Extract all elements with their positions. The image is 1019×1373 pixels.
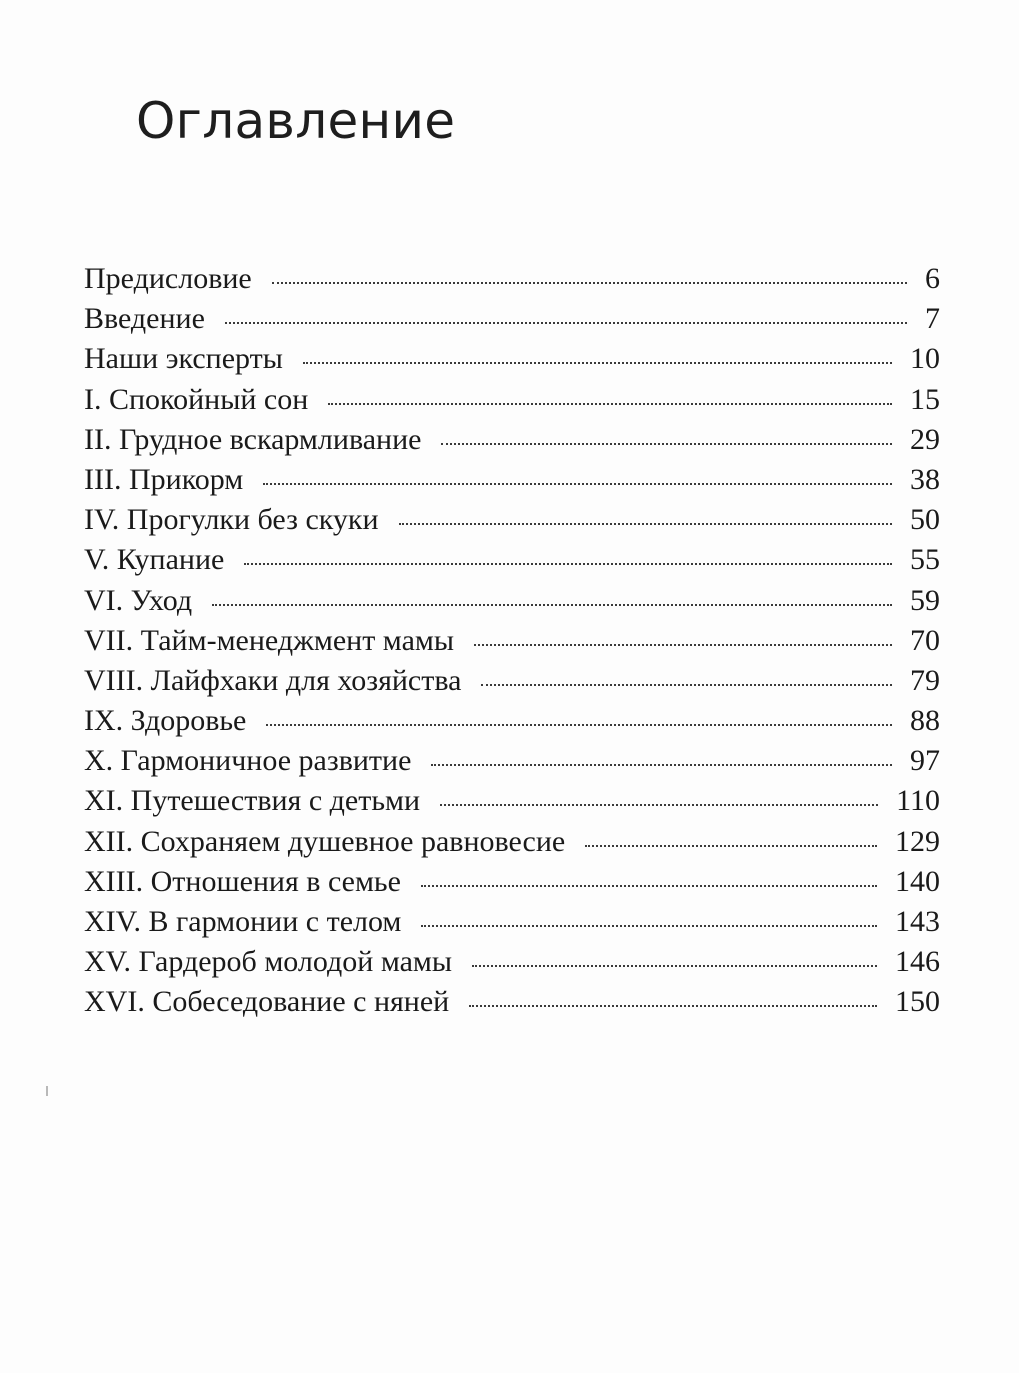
toc-entry (84, 624, 940, 664)
toc-entry-title: I. Спокойный сон (84, 382, 309, 416)
dot-leader (244, 563, 892, 565)
dot-leader (421, 925, 877, 927)
toc-entry-page: 15 (910, 382, 940, 416)
toc-entry-title: Введение (84, 302, 205, 336)
toc-entry-page: 140 (895, 864, 940, 898)
toc-entry (84, 584, 940, 624)
toc-entry-title: XI. Путешествия с детьми (84, 784, 421, 818)
toc-entry-page: 7 (925, 302, 940, 336)
toc-entry-page: 110 (896, 784, 940, 818)
toc-entry-page: 143 (895, 905, 940, 938)
toc-entry-title: IX. Здоровье (84, 704, 247, 738)
toc-entry (84, 342, 940, 382)
toc-entry (84, 945, 940, 985)
toc-entry-page: 38 (910, 462, 940, 496)
dot-leader (266, 724, 892, 726)
toc-entry (84, 744, 940, 784)
toc-entry-page: 55 (910, 543, 940, 577)
toc-entry-title: IV. Прогулки без скуки (84, 503, 379, 537)
toc-entry (84, 423, 940, 463)
toc-entry-title: Наши эксперты (84, 342, 283, 376)
toc-entry (84, 985, 940, 1025)
dot-leader (469, 1005, 877, 1007)
dot-leader (303, 362, 892, 364)
table-of-contents (84, 262, 940, 1026)
toc-entry-page: 50 (910, 503, 940, 537)
toc-entry (84, 383, 940, 423)
toc-entry-title: VII. Тайм-менеджмент мамы (84, 623, 455, 657)
dot-leader (225, 322, 907, 324)
dot-leader (585, 845, 877, 847)
toc-entry-title: VI. Уход (84, 583, 193, 617)
toc-entry-page: 10 (910, 342, 940, 376)
dot-leader (481, 684, 892, 686)
dot-leader (431, 764, 892, 766)
toc-entry-title: V. Купание (84, 543, 225, 577)
toc-entry-page: 70 (910, 623, 940, 657)
toc-entry-title: II. Грудное вскармливание (84, 422, 422, 456)
toc-entry (84, 825, 940, 865)
toc-entry-title: XIV. В гармонии с телом (84, 905, 402, 938)
dot-leader (399, 523, 892, 525)
toc-entry-page: 6 (925, 262, 940, 295)
page-title: Оглавление (136, 92, 456, 150)
toc-entry-page: 129 (895, 824, 940, 858)
toc-entry-title: Предисловие (84, 262, 252, 295)
toc-entry-title: XIII. Отношения в семье (84, 864, 401, 898)
toc-entry-page: 29 (910, 422, 940, 456)
dot-leader (421, 885, 877, 887)
toc-entry-title: X. Гармоничное развитие (84, 744, 412, 778)
dot-leader (263, 483, 892, 485)
toc-entry (84, 905, 940, 945)
toc-entry-title: III. Прикорм (84, 462, 244, 496)
dot-leader (328, 403, 892, 405)
dot-leader (440, 804, 878, 806)
toc-entry-page: 146 (895, 945, 940, 979)
toc-entry-page: 79 (910, 663, 940, 697)
toc-entry (84, 463, 940, 503)
toc-entry (84, 543, 940, 583)
toc-entry (84, 262, 940, 302)
toc-entry-page: 88 (910, 704, 940, 738)
toc-entry-title: XII. Сохраняем душевное равновесие (84, 824, 566, 858)
dot-leader (472, 965, 877, 967)
toc-entry (84, 865, 940, 905)
print-mark (46, 1086, 48, 1096)
toc-entry-title: VIII. Лайфхаки для хозяйства (84, 663, 462, 697)
dot-leader (212, 604, 892, 606)
toc-entry (84, 704, 940, 744)
dot-leader (441, 443, 892, 445)
toc-entry (84, 784, 940, 824)
toc-entry (84, 302, 940, 342)
toc-entry-title: XV. Гардероб молодой мамы (84, 945, 453, 979)
dot-leader (474, 644, 892, 646)
toc-entry-page: 59 (910, 583, 940, 617)
toc-entry-page: 97 (910, 744, 940, 778)
toc-entry-page: 150 (895, 985, 940, 1019)
toc-entry (84, 664, 940, 704)
toc-entry (84, 503, 940, 543)
toc-entry-title: XVI. Собеседование с няней (84, 985, 450, 1019)
dot-leader (272, 282, 907, 284)
